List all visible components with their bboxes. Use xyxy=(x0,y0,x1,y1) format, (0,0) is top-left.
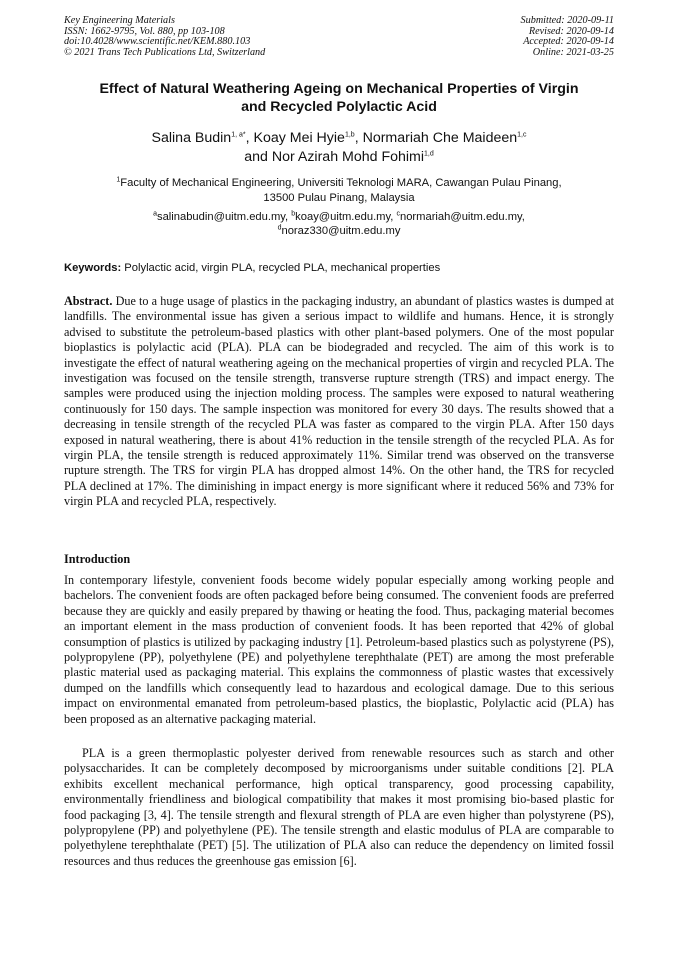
abstract-text: Due to a huge usage of plastics in the packaging industry, an abundant of plastics wastes is dumped at landfills. The environmental issue has given a serious impact to wildlife and humans. Hence, it is strongly advised to substitute the petroleum-based plastics with other plant-based polymers. One of the most popular bioplastics is polylactic acid (PLA). PLA can be biodegraded and recycled. The aim of this work is to investigate the effect of natural weathering ageing on the mechanical properties of virgin and recycled PLA. The investigation was focused on the tensile strength, transverse rupture strength (TRS) and impact energy. The samples were produced using the injection molding process. The samples were exposed to natural weathering continuously for 150 days. The sample inspection was monitored for every 30 days. The results showed that a decreasing in tensile strength of the recycled PLA was faster as compared to the virgin PLA. After 150 days exposed in natural weathering, there is about 41% reduction in the tensile strength of the recycled PLA. As for virgin PLA, the tensile strength is reduced approximately 11%. Similar trend was observed on the transverse rupture strength. The TRS for virgin PLA has dropped almost 14%. On the other hand, the TRS for recycled PLA declined at 17%. The diminishing in impact energy is more significant where it reduced 56% and 73% for virgin PLA and recycled PLA, respectively. xyxy=(64,294,614,509)
submission-dates xyxy=(521,16,614,58)
copyright-line: © 2021 Trans Tech Publications Ltd, Switzerland xyxy=(64,46,266,58)
affiliation-marker: 1 xyxy=(116,176,121,184)
emails-line-2: $^d$noraz330@uitm.edu.my xyxy=(277,224,401,237)
doi-line: doi:10.4028/www.scientific.net/KEM.880.103 xyxy=(64,36,251,48)
introduction-paragraph-2: PLA is a green thermoplastic polyester derived from renewable resources such as starch and other polysaccharides. It can be completely decomposed by microorganisms under suitable conditions [2]. PLA exhibits excellent mechanical performance, high optical transparency, good processing capability, environmentally friendliness and biological compatibility that makes it most promising bio-based plastic for food packaging [3, 4]. The tensile strength and flexural strength of PLA are even higher than polystyrene (PS), polypropylene (PP) and polyethylene (PE). The tensile strength and elastic modulus of PLA are comparable to polyethylene terephthalate (PET) [5]. The utilization of PLA also can reduce the dependency on limited fossil resources and thus reduces the greenhouse gas emission [6]. xyxy=(64,746,614,868)
abstract-label: Abstract. xyxy=(64,294,113,308)
author-marker: 1,b xyxy=(344,131,355,139)
email-link[interactable]: noraz330@uitm.edu.my xyxy=(281,225,401,237)
emails-line-1: $^a$salinabudin@uitm.edu.my, $^b$koay@uitm.edu.my, $^c$normariah@uitm.edu.my, xyxy=(153,210,525,223)
authors-line-2 xyxy=(64,148,614,167)
email-link[interactable]: koay@uitm.edu.my, xyxy=(295,211,397,223)
paper-title xyxy=(64,81,614,116)
affiliation-line-1: $^1$Faculty of Mechanical Engineering, Universiti Teknologi MARA, Cawangan Pulau Pinang, xyxy=(116,176,562,189)
section-heading-introduction: Introduction xyxy=(64,552,131,566)
abstract xyxy=(64,294,614,510)
online-date: Online: 2021-03-25 xyxy=(532,46,614,58)
author-name: , Normariah Che Maideen xyxy=(354,130,518,146)
journal-name: Key Engineering Materials xyxy=(64,15,175,26)
introduction-paragraph-1: In contemporary lifestyle, convenient foods become widely popular especially among working people and bachelors. The convenient foods are often packaged before being consumed. The convenient foods are preferred because they are quickly and easily prepared by thawing or heating the food. Thus, packaging material becomes an important element in the mass production of convenient foods. It has been reported that 42% of global consumption of plastics is utilized by packaging industry [1]. Petroleum-based plastics such as polystyrene (PS), polypropylene (PP), polyethylene (PE) and polyethylene terephthalate (PET) are among the most preferable plastic material used as packaging material. This explains the commonness of plastic wastes that excessively dumped on the landfills which consequently lead to hazardous and ecological damage. Due to this serious impact on environmental emanated from petroleum-based plastics, the bioplastic, Polylactic acid (PLA) has been proposed as an alternative packaging material. xyxy=(64,573,614,726)
issn-line: ISSN: 1662-9795, Vol. 880, pp 103-108 xyxy=(64,25,225,37)
email-link[interactable]: normariah@uitm.edu.my, xyxy=(399,211,525,223)
author-list xyxy=(64,129,614,167)
revised-date: Revised: 2020-09-14 xyxy=(528,25,614,37)
author-name: , Koay Mei Hyie xyxy=(245,130,345,146)
authors-line-1 xyxy=(64,129,614,148)
title-line-2: and Recycled Polylactic Acid xyxy=(241,98,437,115)
keywords-label: Keywords: xyxy=(64,262,122,274)
keywords-text: Polylactic acid, virgin PLA, recycled PLA, mechanical properties xyxy=(121,262,441,274)
author-marker: 1,d xyxy=(424,150,434,158)
author-name: Salina Budin xyxy=(151,130,232,146)
author-name: and Nor Azirah Mohd Fohimi xyxy=(244,149,425,165)
journal-info xyxy=(64,16,265,58)
title-line-1: Effect of Natural Weathering Ageing on Mechanical Properties of Virgin xyxy=(99,81,579,97)
author-marker: 1, a* xyxy=(231,131,246,139)
submitted-date: Submitted: 2020-09-11 xyxy=(520,15,614,26)
affiliation xyxy=(64,176,614,206)
author-marker: 1,c xyxy=(517,131,527,139)
affiliation-line-2: 13500 Pulau Pinang, Malaysia xyxy=(263,192,415,204)
author-emails xyxy=(64,210,614,238)
keywords xyxy=(64,261,614,275)
email-link[interactable]: salinabudin@uitm.edu.my, xyxy=(156,211,292,223)
accepted-date: Accepted: 2020-09-14 xyxy=(523,36,614,48)
